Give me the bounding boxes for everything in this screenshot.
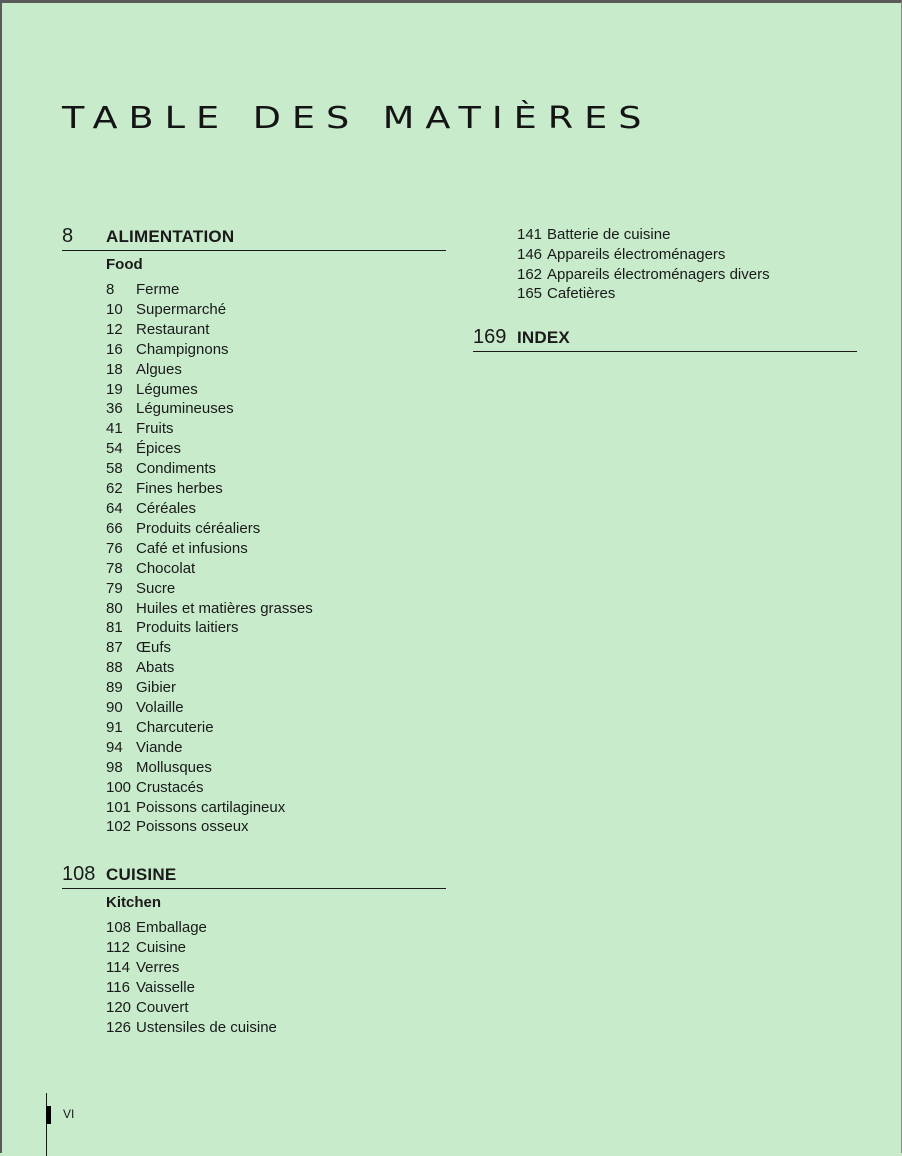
toc-entry-label: Appareils électroménagers divers (547, 265, 770, 283)
toc-entry-label: Abats (136, 659, 175, 677)
toc-entry-page-number: 141 (517, 226, 543, 243)
toc-entry-label: Batterie de cuisine (547, 226, 671, 243)
toc-entry[interactable] (106, 1018, 446, 1038)
toc-entry[interactable] (106, 419, 446, 439)
toc-entry-page-number: 98 (106, 758, 123, 776)
toc-entry[interactable] (106, 718, 446, 738)
toc-entry[interactable] (106, 559, 446, 579)
toc-entry[interactable] (106, 459, 446, 479)
toc-entry-label: Verres (136, 959, 180, 977)
toc-entry-page-number: 120 (106, 999, 132, 1016)
toc-entry-page-number: 76 (106, 539, 123, 557)
toc-entry-page-number: 12 (106, 320, 123, 338)
toc-entry-label: Céréales (136, 499, 197, 517)
toc-entry-label: Ferme (136, 281, 180, 298)
toc-entry-label: Cafetières (547, 285, 616, 303)
toc-entry-page-number: 18 (106, 360, 123, 378)
toc-entry-label: Restaurant (136, 320, 210, 338)
toc-entry[interactable] (106, 380, 446, 400)
toc-list-cuisine-continued (517, 225, 857, 304)
section-header-cuisine (62, 863, 446, 889)
toc-entry[interactable] (106, 798, 446, 818)
toc-entry-label: Emballage (136, 919, 207, 937)
toc-entry[interactable] (106, 998, 446, 1018)
toc-entry-page-number: 78 (106, 559, 123, 577)
toc-entry[interactable] (106, 399, 446, 419)
toc-entry-label: Sucre (136, 579, 176, 597)
toc-entry[interactable] (106, 758, 446, 778)
toc-entry[interactable] (106, 618, 446, 638)
toc-entry-label: Produits laitiers (136, 619, 239, 637)
toc-entry-label: Volaille (136, 699, 184, 717)
toc-entry-label: Œufs (136, 639, 172, 657)
toc-entry[interactable] (106, 978, 446, 998)
toc-entry-page-number: 64 (106, 499, 123, 517)
page-tab-marker (46, 1106, 51, 1124)
toc-entry-page-number: 16 (106, 340, 123, 358)
toc-entry-label: Légumineuses (136, 400, 234, 418)
toc-entry-label: Poissons osseux (136, 818, 249, 836)
toc-entry[interactable] (106, 958, 446, 978)
toc-entry-label: Légumes (136, 380, 198, 398)
toc-entry[interactable] (106, 817, 446, 837)
section-header-index (473, 326, 857, 352)
toc-entry-page-number: 146 (517, 245, 543, 263)
toc-entry-label: Produits céréaliers (136, 519, 261, 537)
toc-entry-page-number: 89 (106, 679, 123, 697)
toc-entry-label: Crustacés (136, 778, 204, 796)
toc-entry-label: Condiments (136, 460, 217, 478)
section-page-number: 8 (62, 225, 74, 247)
toc-entry-label: Ustensiles de cuisine (136, 1018, 277, 1036)
toc-entry[interactable] (106, 778, 446, 798)
section-subtitle: Food (106, 256, 143, 273)
toc-entry-page-number: 126 (106, 1018, 132, 1036)
toc-entry-page-number: 101 (106, 798, 132, 816)
toc-entry-label: Charcuterie (136, 718, 214, 736)
toc-entry-page-number: 54 (106, 440, 123, 458)
section-page-number: 108 (62, 863, 96, 886)
section-title[interactable]: INDEX (517, 328, 570, 348)
toc-entry-page-number: 10 (106, 300, 123, 318)
section-subtitle: Kitchen (106, 894, 162, 912)
toc-entry-label: Vaisselle (136, 979, 195, 997)
toc-entry-label: Café et infusions (136, 539, 248, 557)
footer-rule (46, 1093, 47, 1156)
toc-entry-page-number: 80 (106, 599, 123, 617)
toc-entry-page-number: 162 (517, 265, 543, 283)
toc-entry-page-number: 66 (106, 519, 123, 537)
toc-entry-page-number: 8 (106, 281, 115, 298)
section-title[interactable]: ALIMENTATION (106, 227, 235, 246)
toc-entry-page-number: 62 (106, 480, 123, 498)
toc-entry-page-number: 100 (106, 778, 132, 796)
toc-entry-label: Viande (136, 738, 183, 756)
toc-entry[interactable] (106, 280, 446, 300)
left-column (62, 225, 446, 1038)
toc-entry[interactable] (106, 360, 446, 380)
toc-entry-label: Mollusques (136, 758, 212, 776)
toc-entry-page-number: 19 (106, 380, 123, 398)
section-header-alimentation (62, 225, 446, 251)
toc-entry[interactable] (106, 519, 446, 539)
toc-entry-label: Couvert (136, 999, 189, 1016)
toc-entry[interactable] (106, 479, 446, 499)
toc-entry[interactable] (106, 638, 446, 658)
toc-list-cuisine (106, 918, 446, 1037)
section-page-number: 169 (473, 326, 507, 349)
toc-entry-page-number: 91 (106, 718, 123, 736)
toc-entry-page-number: 87 (106, 639, 123, 657)
right-column (473, 225, 857, 352)
toc-entry-page-number: 90 (106, 699, 123, 717)
toc-entry-page-number: 114 (106, 959, 130, 977)
toc-entry-page-number: 102 (106, 818, 132, 836)
toc-entry[interactable] (106, 658, 446, 678)
toc-entry[interactable] (517, 225, 857, 245)
toc-entry[interactable] (106, 320, 446, 340)
page-number: VI (63, 1107, 75, 1121)
toc-entry-page-number: 112 (106, 939, 130, 957)
toc-entry-page-number: 79 (106, 579, 123, 597)
toc-entry[interactable] (517, 284, 857, 304)
toc-entry-page-number: 108 (106, 919, 132, 937)
toc-entry-label: Fruits (136, 420, 174, 438)
toc-entry[interactable] (106, 599, 446, 619)
toc-entry-label: Appareils électroménagers (547, 245, 726, 263)
toc-list-alimentation (106, 280, 446, 837)
toc-entry-label: Fines herbes (136, 480, 223, 498)
toc-entry[interactable] (106, 678, 446, 698)
toc-entry[interactable] (106, 579, 446, 599)
toc-entry[interactable] (106, 340, 446, 360)
toc-entry-page-number: 58 (106, 460, 123, 478)
toc-entry[interactable] (106, 698, 446, 718)
toc-entry-label: Champignons (136, 340, 229, 358)
toc-entry-page-number: 41 (106, 420, 123, 438)
toc-entry[interactable] (106, 300, 446, 320)
section-title[interactable]: CUISINE (106, 865, 177, 885)
toc-entry-label: Algues (136, 360, 182, 378)
toc-entry-page-number: 94 (106, 738, 123, 756)
toc-entry-page-number: 165 (517, 285, 543, 303)
page-title: TABLE DES MATIÈRES (62, 101, 653, 136)
toc-entry-label: Poissons cartilagineux (136, 798, 286, 816)
toc-entry[interactable] (517, 265, 857, 285)
toc-entry[interactable] (106, 938, 446, 958)
toc-entry-label: Chocolat (136, 559, 196, 577)
toc-entry-page-number: 36 (106, 400, 123, 418)
toc-entry[interactable] (106, 738, 446, 758)
toc-entry-page-number: 81 (106, 619, 123, 637)
toc-entry-label: Gibier (136, 679, 177, 697)
toc-entry-label: Cuisine (136, 939, 187, 957)
toc-entry[interactable] (106, 439, 446, 459)
toc-entry[interactable] (106, 539, 446, 559)
toc-entry-label: Épices (136, 440, 182, 458)
toc-entry[interactable] (106, 499, 446, 519)
toc-entry[interactable] (517, 245, 857, 265)
toc-entry-page-number: 88 (106, 659, 123, 677)
toc-entry[interactable] (106, 918, 446, 938)
toc-entry-label: Huiles et matières grasses (136, 599, 313, 617)
toc-entry-page-number: 116 (106, 979, 130, 997)
toc-entry-label: Supermarché (136, 300, 227, 318)
